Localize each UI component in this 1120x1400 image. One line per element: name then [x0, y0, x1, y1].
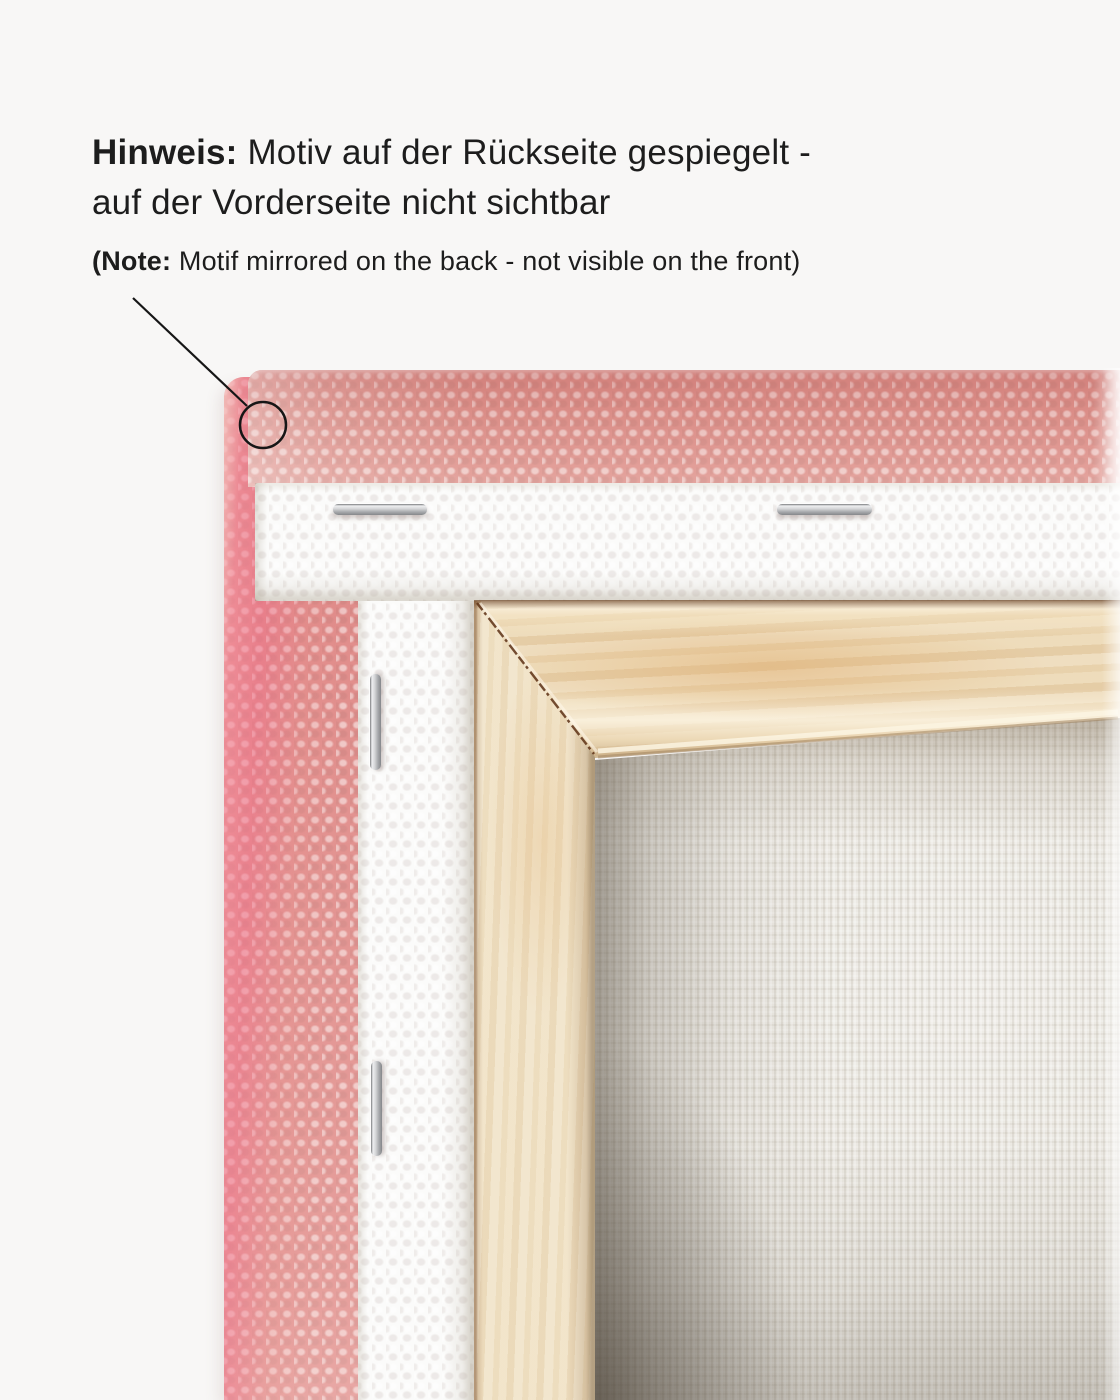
- staple-left-upper: [370, 674, 381, 770]
- note-english: (Note: Motif mirrored on the back - not visible on the front): [92, 246, 801, 276]
- pink-canvas-top-gradient: [248, 370, 1120, 487]
- note-german-label: Hinweis:: [92, 133, 238, 172]
- staple-top-right: [777, 504, 872, 515]
- canvas-tape-top-shading: [255, 483, 1120, 601]
- staple-left-lower: [371, 1061, 382, 1156]
- staple-top-left: [333, 504, 427, 515]
- wood-top-shadow: [474, 600, 1120, 609]
- note-german: [92, 128, 811, 228]
- note-german-line2: auf der Vorderseite nicht sichtbar: [92, 183, 611, 222]
- note-german-line1: Hinweis: Motiv auf der Rückseite gespiegelt -: [92, 133, 812, 172]
- pink-canvas-top-edge: [248, 370, 1120, 487]
- canvas-backing: [595, 715, 1120, 1400]
- photo-right-light-fade: [1102, 368, 1120, 1400]
- canvas-tape-top: [255, 483, 1120, 601]
- note-english-label: (Note:: [92, 246, 172, 276]
